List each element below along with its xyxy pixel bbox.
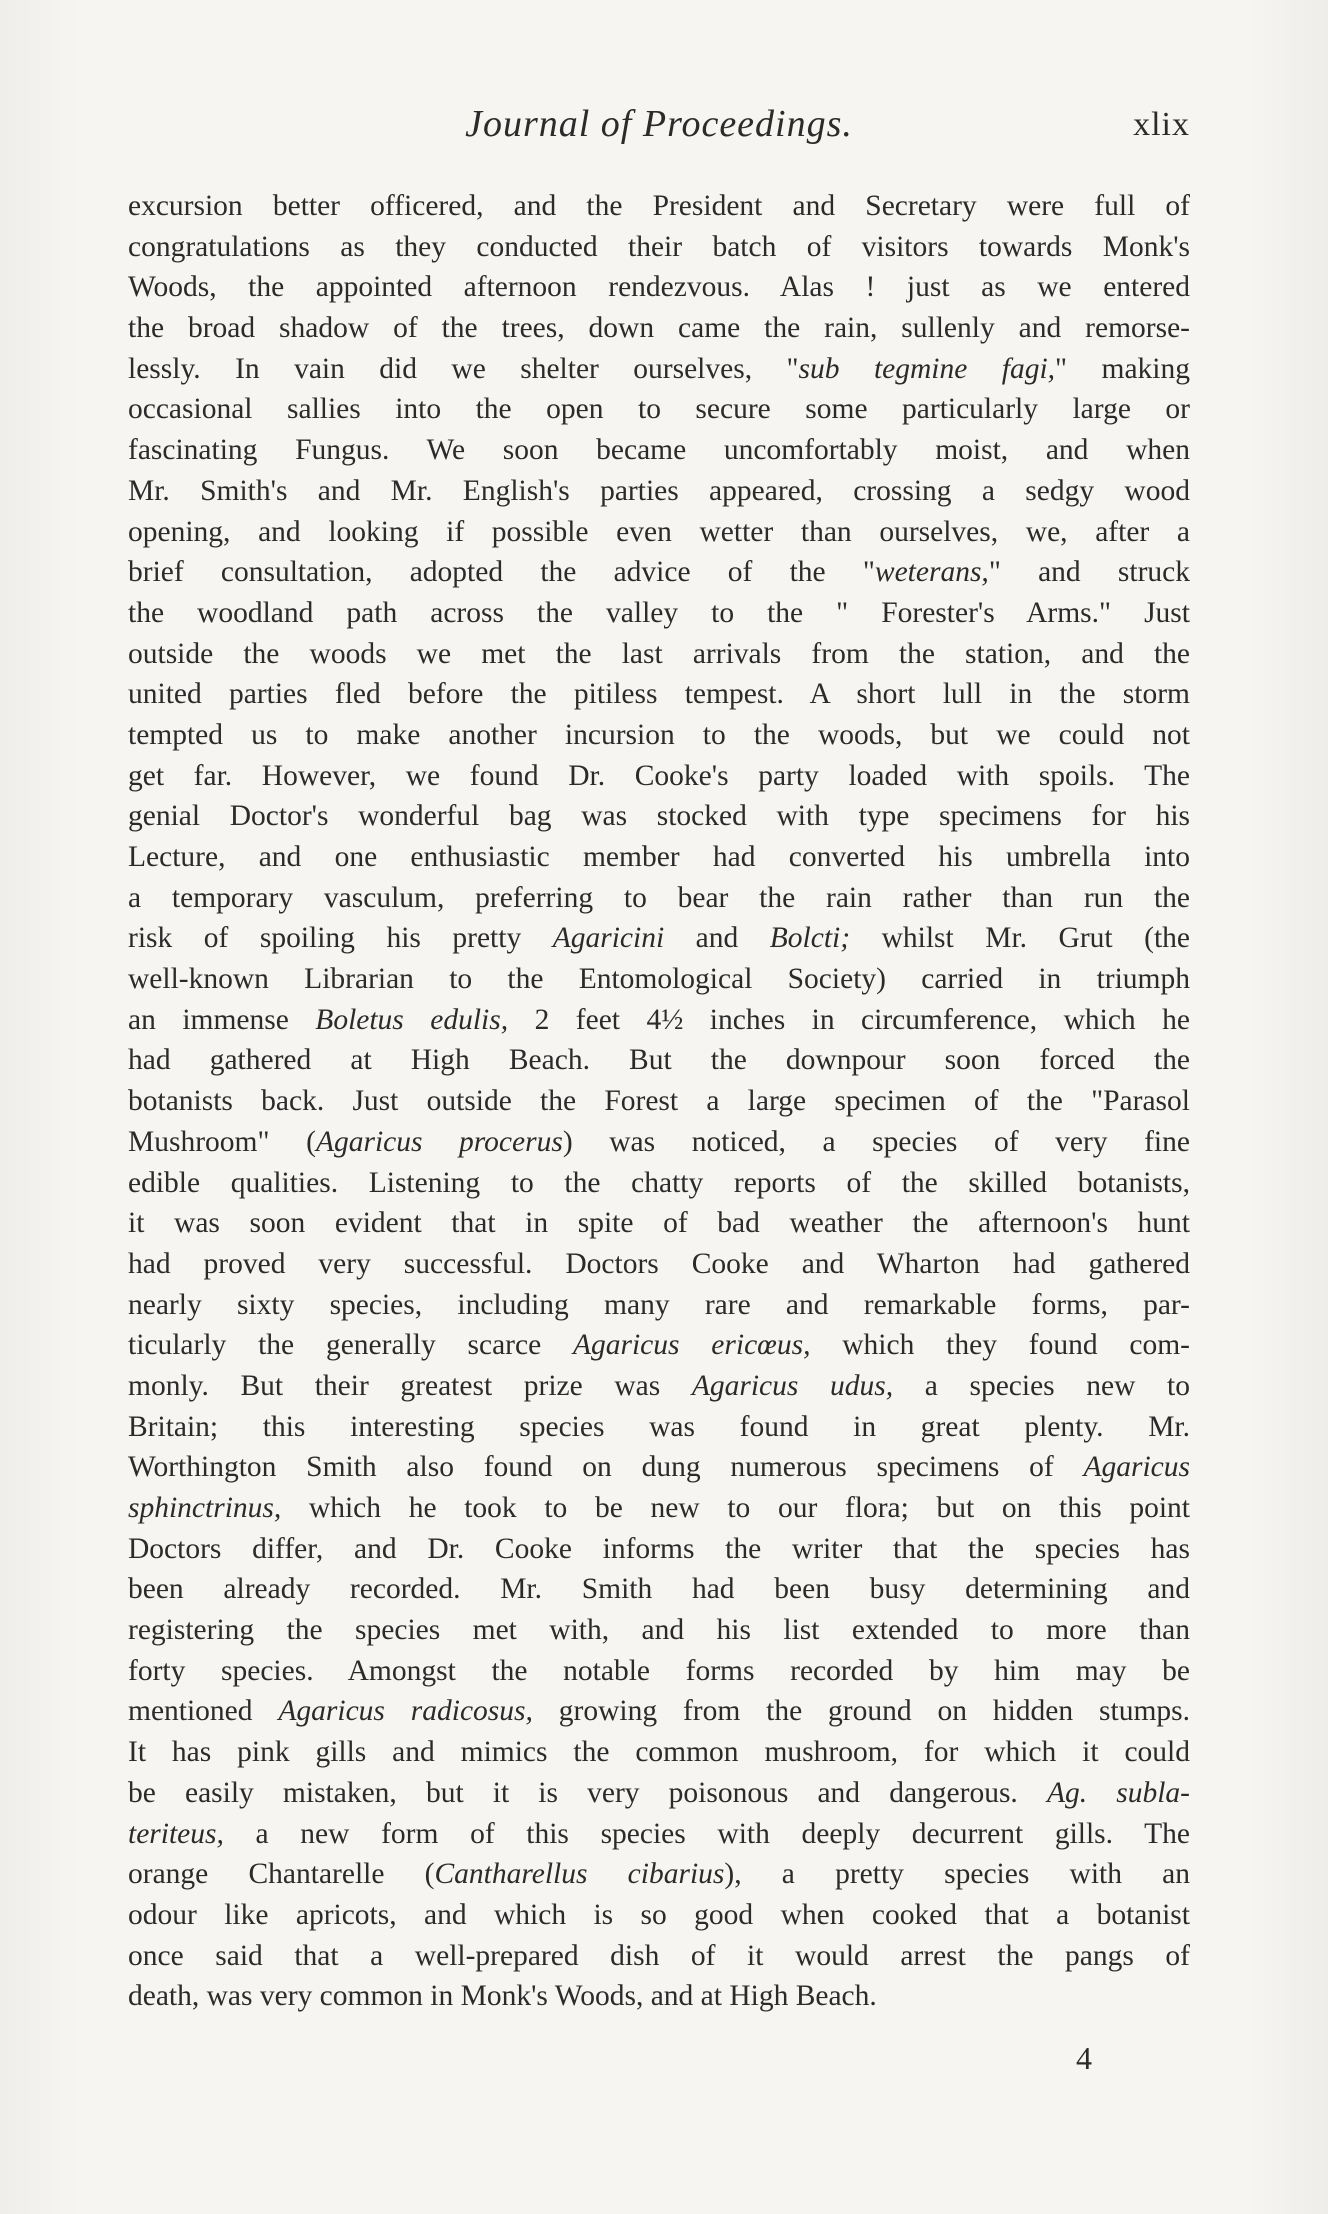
text-run: occasional sallies into the open to secure some particularly large or — [128, 393, 1190, 426]
text-line — [128, 1447, 1190, 1488]
text-run: a new form of this species with deeply decurrent gills. The — [223, 1817, 1190, 1850]
text-run: genial Doctor's wonderful bag was stocked with type specimens for his — [128, 800, 1190, 833]
text-run: forty species. Amongst the notable forms recorded by him may be — [128, 1654, 1190, 1687]
text-line — [128, 1163, 1190, 1204]
text-line — [128, 1407, 1190, 1448]
text-run: " making — [1055, 352, 1190, 385]
text-line — [128, 634, 1190, 675]
text-line — [128, 1244, 1190, 1285]
text-line — [128, 1773, 1190, 1814]
text-line — [128, 186, 1190, 227]
text-run: ), a pretty species with an — [724, 1858, 1190, 1891]
text-run: orange Chantarelle ( — [128, 1858, 435, 1891]
text-run: 2 feet 4½ inches in circumference, which he — [508, 1003, 1190, 1036]
text-line — [128, 227, 1190, 268]
text-run: Worthington Smith also found on dung numerous specimens of — [128, 1451, 1084, 1484]
text-run: had proved very successful. Doctors Cooke and Wharton had gathered — [128, 1247, 1190, 1280]
italic-term: weterans, — [874, 556, 989, 589]
text-run: mentioned — [128, 1695, 279, 1728]
text-run: outside the woods we met the last arrivals from the station, and the — [128, 637, 1190, 670]
text-run: Doctors differ, and Dr. Cooke informs the writer that the species has — [128, 1532, 1190, 1565]
text-line — [128, 796, 1190, 837]
text-run: Mr. Smith's and Mr. English's parties appeared, crossing a sedgy wood — [128, 474, 1190, 507]
text-run: which he took to be new to our flora; but on this point — [281, 1492, 1190, 1524]
text-line — [128, 756, 1190, 797]
text-line — [128, 1569, 1190, 1610]
italic-term: Agaricus ericœus, — [572, 1329, 811, 1362]
text-run: " and struck — [988, 556, 1190, 589]
text-run: a temporary vasculum, preferring to bear the rain rather than run the — [128, 881, 1190, 914]
text-run: Woods, the appointed afternoon rendezvous. Alas ! just as we entered — [128, 271, 1190, 304]
text-run: Britain; this interesting species was found in great plenty. Mr. — [128, 1410, 1190, 1443]
italic-term: Cantharellus cibarius — [434, 1858, 725, 1891]
text-run: ticularly the generally scarce — [128, 1329, 573, 1362]
italic-term: Agaricus procerus — [315, 1125, 563, 1158]
italic-term: teriteus, — [128, 1817, 224, 1850]
italic-term: Boletus edulis, — [315, 1003, 509, 1036]
text-line — [128, 512, 1190, 553]
text-run: brief consultation, adopted the advice of the " — [128, 556, 875, 589]
italic-term: Bolcti; — [769, 922, 851, 955]
text-line — [128, 1529, 1190, 1570]
text-line — [128, 1936, 1190, 1977]
text-run: growing from the ground on hidden stumps. — [532, 1695, 1190, 1728]
text-line — [128, 959, 1190, 1000]
text-run: botanists back. Just outside the Forest a large specimen of the "Parasol — [128, 1085, 1190, 1118]
text-line — [128, 552, 1190, 593]
text-run: monly. But their greatest prize was — [128, 1369, 692, 1402]
text-line — [128, 1203, 1190, 1244]
text-line — [128, 1040, 1190, 1081]
text-run: Mushroom" ( — [128, 1125, 316, 1158]
text-run: which they found com- — [810, 1329, 1190, 1362]
text-line — [128, 308, 1190, 349]
text-line — [128, 349, 1190, 390]
text-line — [128, 1285, 1190, 1326]
text-run: edible qualities. Listening to the chatty reports of the skilled botanists, — [128, 1166, 1190, 1199]
text-line — [128, 1814, 1190, 1855]
text-line — [128, 1081, 1190, 1122]
text-run: registering the species met with, and his list extended to more than — [128, 1614, 1190, 1647]
text-run: lessly. In vain did we shelter ourselves, " — [128, 352, 799, 385]
text-line — [128, 1854, 1190, 1895]
text-run: well-known Librarian to the Entomological Society) carried in triumph — [128, 963, 1190, 996]
text-line — [128, 1000, 1190, 1041]
text-line — [128, 1488, 1190, 1529]
text-run: united parties fled before the pitiless tempest. A short lull in the storm — [128, 678, 1190, 711]
body-text — [128, 186, 1190, 2017]
text-line — [128, 471, 1190, 512]
italic-term: Agaricini — [552, 922, 665, 955]
text-run: excursion better officered, and the President and Secretary were full of — [128, 190, 1190, 222]
text-line — [128, 1895, 1190, 1936]
text-line — [128, 1976, 1190, 2017]
text-line — [128, 1325, 1190, 1366]
italic-term: Agaricus udus, — [691, 1369, 894, 1402]
text-run: opening, and looking if possible even wetter than ourselves, we, after a — [128, 515, 1190, 548]
text-run: and — [664, 922, 770, 955]
page-header — [128, 102, 1190, 152]
text-run: death, was very common in Monk's Woods, and at High Beach. — [128, 1980, 877, 2013]
text-run: Lecture, and one enthusiastic member had converted his umbrella into — [128, 841, 1190, 873]
text-run: an immense — [128, 1003, 316, 1036]
text-run: odour like apricots, and which is so good when cooked that a botanist — [128, 1898, 1190, 1931]
text-line — [128, 918, 1190, 959]
text-run: once said that a well-prepared dish of it would arrest the pangs of — [128, 1939, 1190, 1972]
text-run: get far. However, we found Dr. Cooke's party loaded with spoils. The — [128, 759, 1190, 792]
text-line — [128, 1691, 1190, 1732]
page-number: xlix — [1133, 106, 1190, 143]
text-line — [128, 1366, 1190, 1407]
italic-term: Agaricus — [1083, 1451, 1190, 1484]
text-run: had gathered at High Beach. But the downpour soon forced the — [128, 1044, 1190, 1077]
text-line — [128, 1610, 1190, 1651]
text-run: ) was noticed, a species of very fine — [562, 1125, 1190, 1158]
text-run: fascinating Fungus. We soon became uncomfortably moist, and when — [128, 434, 1190, 467]
text-line — [128, 267, 1190, 308]
text-line — [128, 1732, 1190, 1773]
italic-term: Agaricus radicosus, — [278, 1695, 533, 1728]
text-line — [128, 837, 1190, 878]
text-line — [128, 389, 1190, 430]
text-run: It has pink gills and mimics the common mushroom, for which it could — [128, 1736, 1190, 1769]
running-head: Journal of Proceedings. — [465, 103, 853, 145]
text-line — [128, 878, 1190, 919]
italic-term: sub tegmine fagi, — [798, 352, 1056, 385]
signature-mark: 4 — [1076, 2040, 1092, 2076]
text-run: nearly sixty species, including many rare and remarkable forms, par- — [128, 1288, 1190, 1321]
text-line — [128, 430, 1190, 471]
text-line — [128, 1122, 1190, 1163]
text-line — [128, 593, 1190, 634]
text-run: the woodland path across the valley to the " Forester's Arms." Just — [128, 596, 1190, 629]
text-run: whilst Mr. Grut (the — [850, 922, 1190, 955]
text-run: the broad shadow of the trees, down came the rain, sullenly and remorse- — [128, 312, 1190, 345]
text-run: congratulations as they conducted their batch of visitors towards Monk's — [128, 230, 1190, 263]
text-run: risk of spoiling his pretty — [128, 922, 553, 955]
text-run: be easily mistaken, but it is very poisonous and dangerous. — [128, 1776, 1047, 1809]
text-run: been already recorded. Mr. Smith had been busy determining and — [128, 1573, 1190, 1606]
text-run: it was soon evident that in spite of bad weather the afternoon's hunt — [128, 1207, 1190, 1240]
text-line — [128, 715, 1190, 756]
italic-term: sphinctrinus, — [128, 1492, 282, 1524]
text-run: tempted us to make another incursion to the woods, but we could not — [128, 718, 1190, 751]
text-line — [128, 1651, 1190, 1692]
italic-term: Ag. subla- — [1046, 1776, 1190, 1809]
text-line — [128, 674, 1190, 715]
text-run: a species new to — [893, 1369, 1190, 1402]
